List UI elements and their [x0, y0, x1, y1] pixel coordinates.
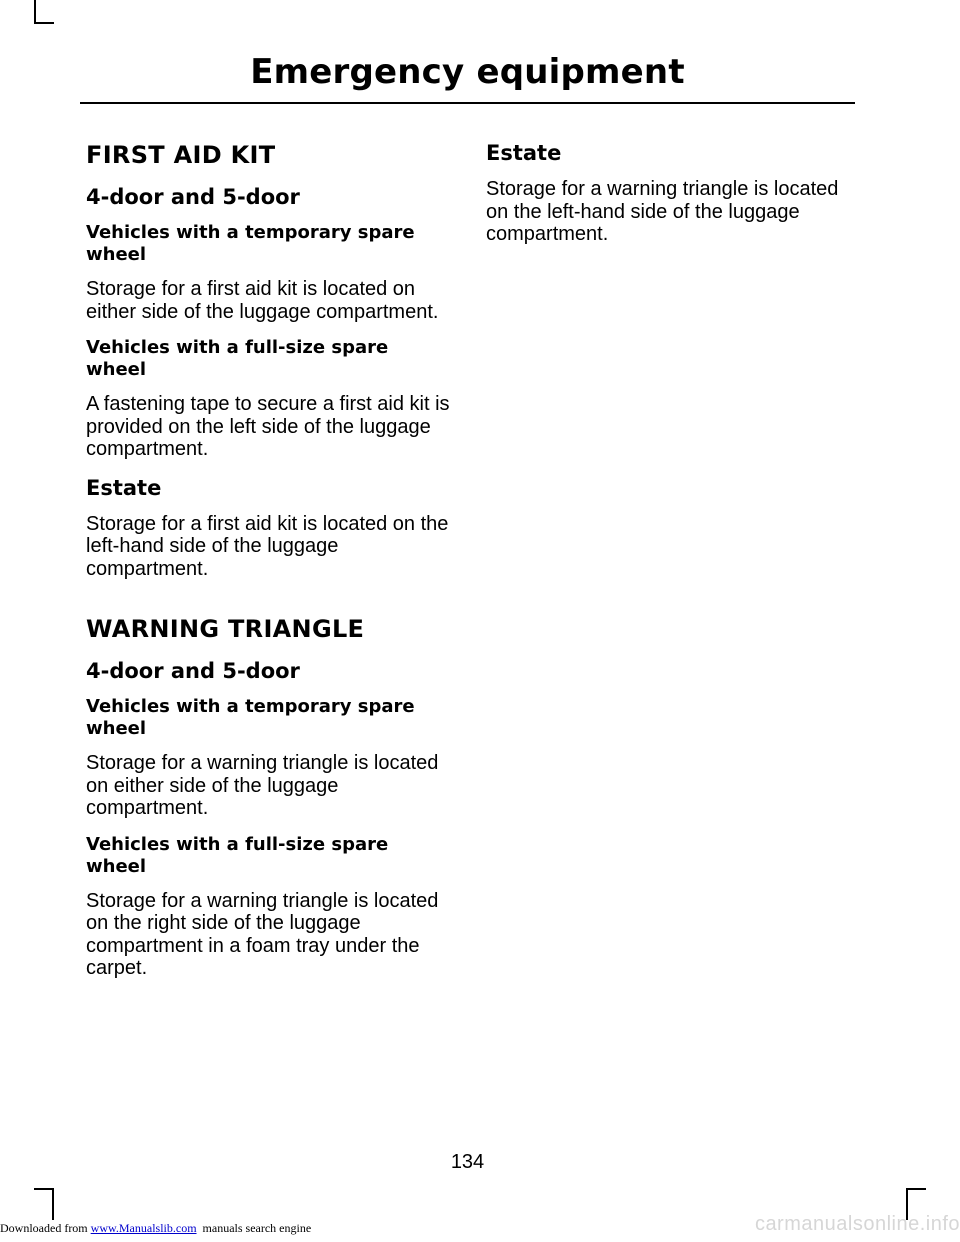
warning-triangle-estate-heading: Estate [486, 141, 562, 165]
header-divider [80, 102, 855, 104]
warning-triangle-full-spare-heading: Vehicles with a full-size spare wheel [86, 833, 389, 877]
page-number: 134 [450, 1151, 485, 1173]
warning-triangle-door-heading: 4-door and 5-door [86, 659, 300, 683]
site-watermark: carmanualsonline.info [754, 1213, 960, 1235]
first-aid-temp-spare-heading: Vehicles with a temporary spare wheel [86, 222, 415, 265]
footer-suffix: manuals search engine [196, 1221, 312, 1235]
warning-triangle-temp-spare-heading: Vehicles with a temporary spare wheel [86, 696, 415, 739]
first-aid-full-spare-heading: Vehicles with a full-size spare wheel [86, 337, 389, 380]
warning-triangle-temp-spare-text: Storage for a warning triangle is located on either side of the luggage compartment. [86, 752, 439, 819]
download-footer [0, 1220, 311, 1236]
crop-mark-top-left [34, 0, 36, 24]
crop-mark-bottom-right [906, 1188, 926, 1190]
warning-triangle-full-spare-text: Storage for a warning triangle is located on the right side of the luggage compartment in a foam tray under the carpet. [86, 889, 439, 979]
warning-triangle-heading: WARNING TRIANGLE [86, 615, 365, 643]
first-aid-temp-spare-text: Storage for a first aid kit is located on either side of the luggage compartment. [86, 278, 439, 323]
page-title: Emergency equipment [250, 52, 685, 92]
manualslib-link[interactable]: www.Manualslib.com [90, 1221, 197, 1235]
crop-mark-bottom-left [34, 1188, 54, 1190]
first-aid-door-heading: 4-door and 5-door [86, 185, 300, 209]
warning-triangle-estate-text: Storage for a warning triangle is located on the left-hand side of the luggage compartment. [486, 178, 839, 245]
first-aid-estate-heading: Estate [86, 475, 162, 500]
first-aid-estate-text: Storage for a first aid kit is located on the left-hand side of the luggage compartment. [86, 512, 449, 580]
footer-prefix: Downloaded from [0, 1221, 91, 1235]
crop-mark-top-left [34, 22, 54, 24]
crop-mark-bottom-left [52, 1188, 54, 1220]
left-column [86, 120, 451, 994]
first-aid-kit-heading: FIRST AID KIT [86, 141, 276, 169]
first-aid-full-spare-text: A fastening tape to secure a first aid kit is provided on the left side of the luggage compartment. [86, 393, 450, 460]
right-column [486, 120, 851, 260]
